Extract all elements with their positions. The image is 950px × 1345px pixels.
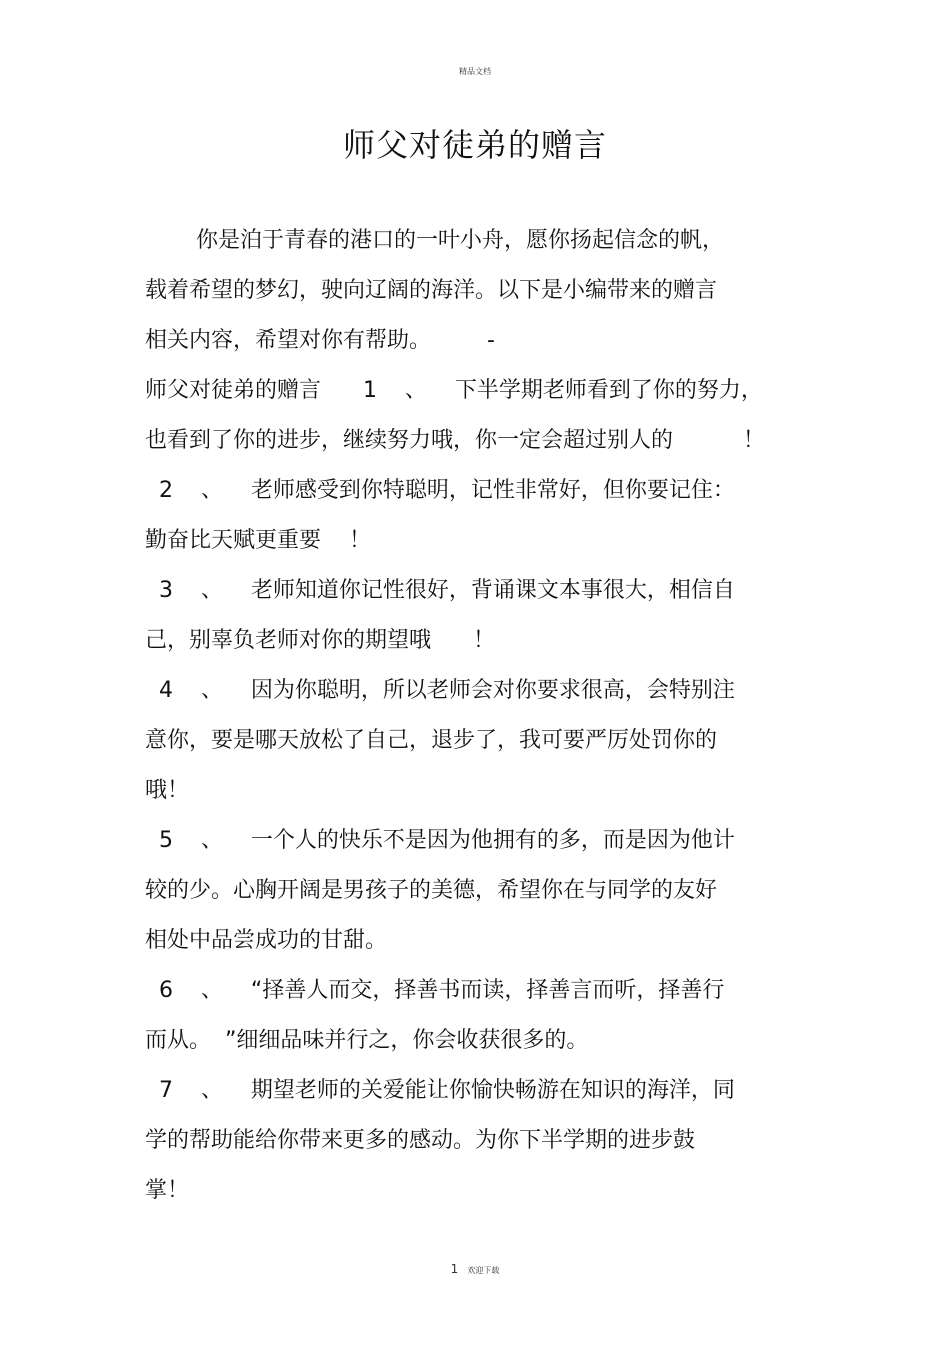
page-footer: [0, 1258, 950, 1277]
paragraph-line: 相关内容，希望对你有帮助。 -: [145, 328, 495, 353]
paragraph-line: 相处中品尝成功的甘甜。: [145, 928, 388, 953]
paragraph-line: 而从。 ”细细品味并行之，你会收获很多的。: [145, 1028, 589, 1053]
header-tag: 精品文档: [459, 67, 491, 76]
paragraph-line: 哦！: [145, 778, 190, 803]
paragraph-line: 师父对徒弟的赠言 1 、 下半学期老师看到了你的努力，: [145, 378, 763, 403]
paragraph-line: 己，别辜负老师对你的期望哦 ！: [145, 628, 495, 653]
paragraph-line: 载着希望的梦幻，驶向辽阔的海洋。以下是小编带来的赠言: [145, 278, 718, 303]
paragraph-line: 也看到了你的进步，继续努力哦，你一定会超过别人的 ！: [145, 428, 765, 453]
paragraph-line: 4 、 因为你聪明，所以老师会对你要求很高，会特别注: [145, 678, 735, 703]
paragraph-line: 6 、 “择善人而交，择善书而读，择善言而听，择善行: [145, 978, 725, 1003]
paragraph-line: 2 、 老师感受到你特聪明，记性非常好，但你要记住：: [145, 478, 735, 503]
paragraph-line: 7 、 期望老师的关爱能让你愉快畅游在知识的海洋，同: [145, 1078, 735, 1103]
paragraph-line: 较的少。心胸开阔是男孩子的美德，希望你在与同学的友好: [145, 878, 718, 903]
paragraph-line: 意你，要是哪天放松了自己，退步了，我可要严厉处罚你的: [145, 728, 718, 753]
page-number: 1: [450, 1262, 459, 1276]
paragraph-line: 学的帮助能给你带来更多的感动。为你下半学期的进步鼓: [145, 1128, 696, 1153]
footer-text: 欢迎下载: [467, 1266, 500, 1275]
paragraph-line: 掌！: [145, 1178, 190, 1203]
paragraph-line: 3 、 老师知道你记性很好，背诵课文本事很大，相信自: [145, 578, 735, 603]
paragraph-line: 你是泊于青春的港口的一叶小舟，愿你扬起信念的帆，: [196, 228, 725, 253]
paragraph-line: 5 、 一个人的快乐不是因为他拥有的多，而是因为他计: [145, 828, 735, 853]
paragraph-line: 勤奋比天赋更重要 ！: [145, 528, 371, 553]
page-title: 师父对徒弟的赠言: [342, 126, 607, 164]
